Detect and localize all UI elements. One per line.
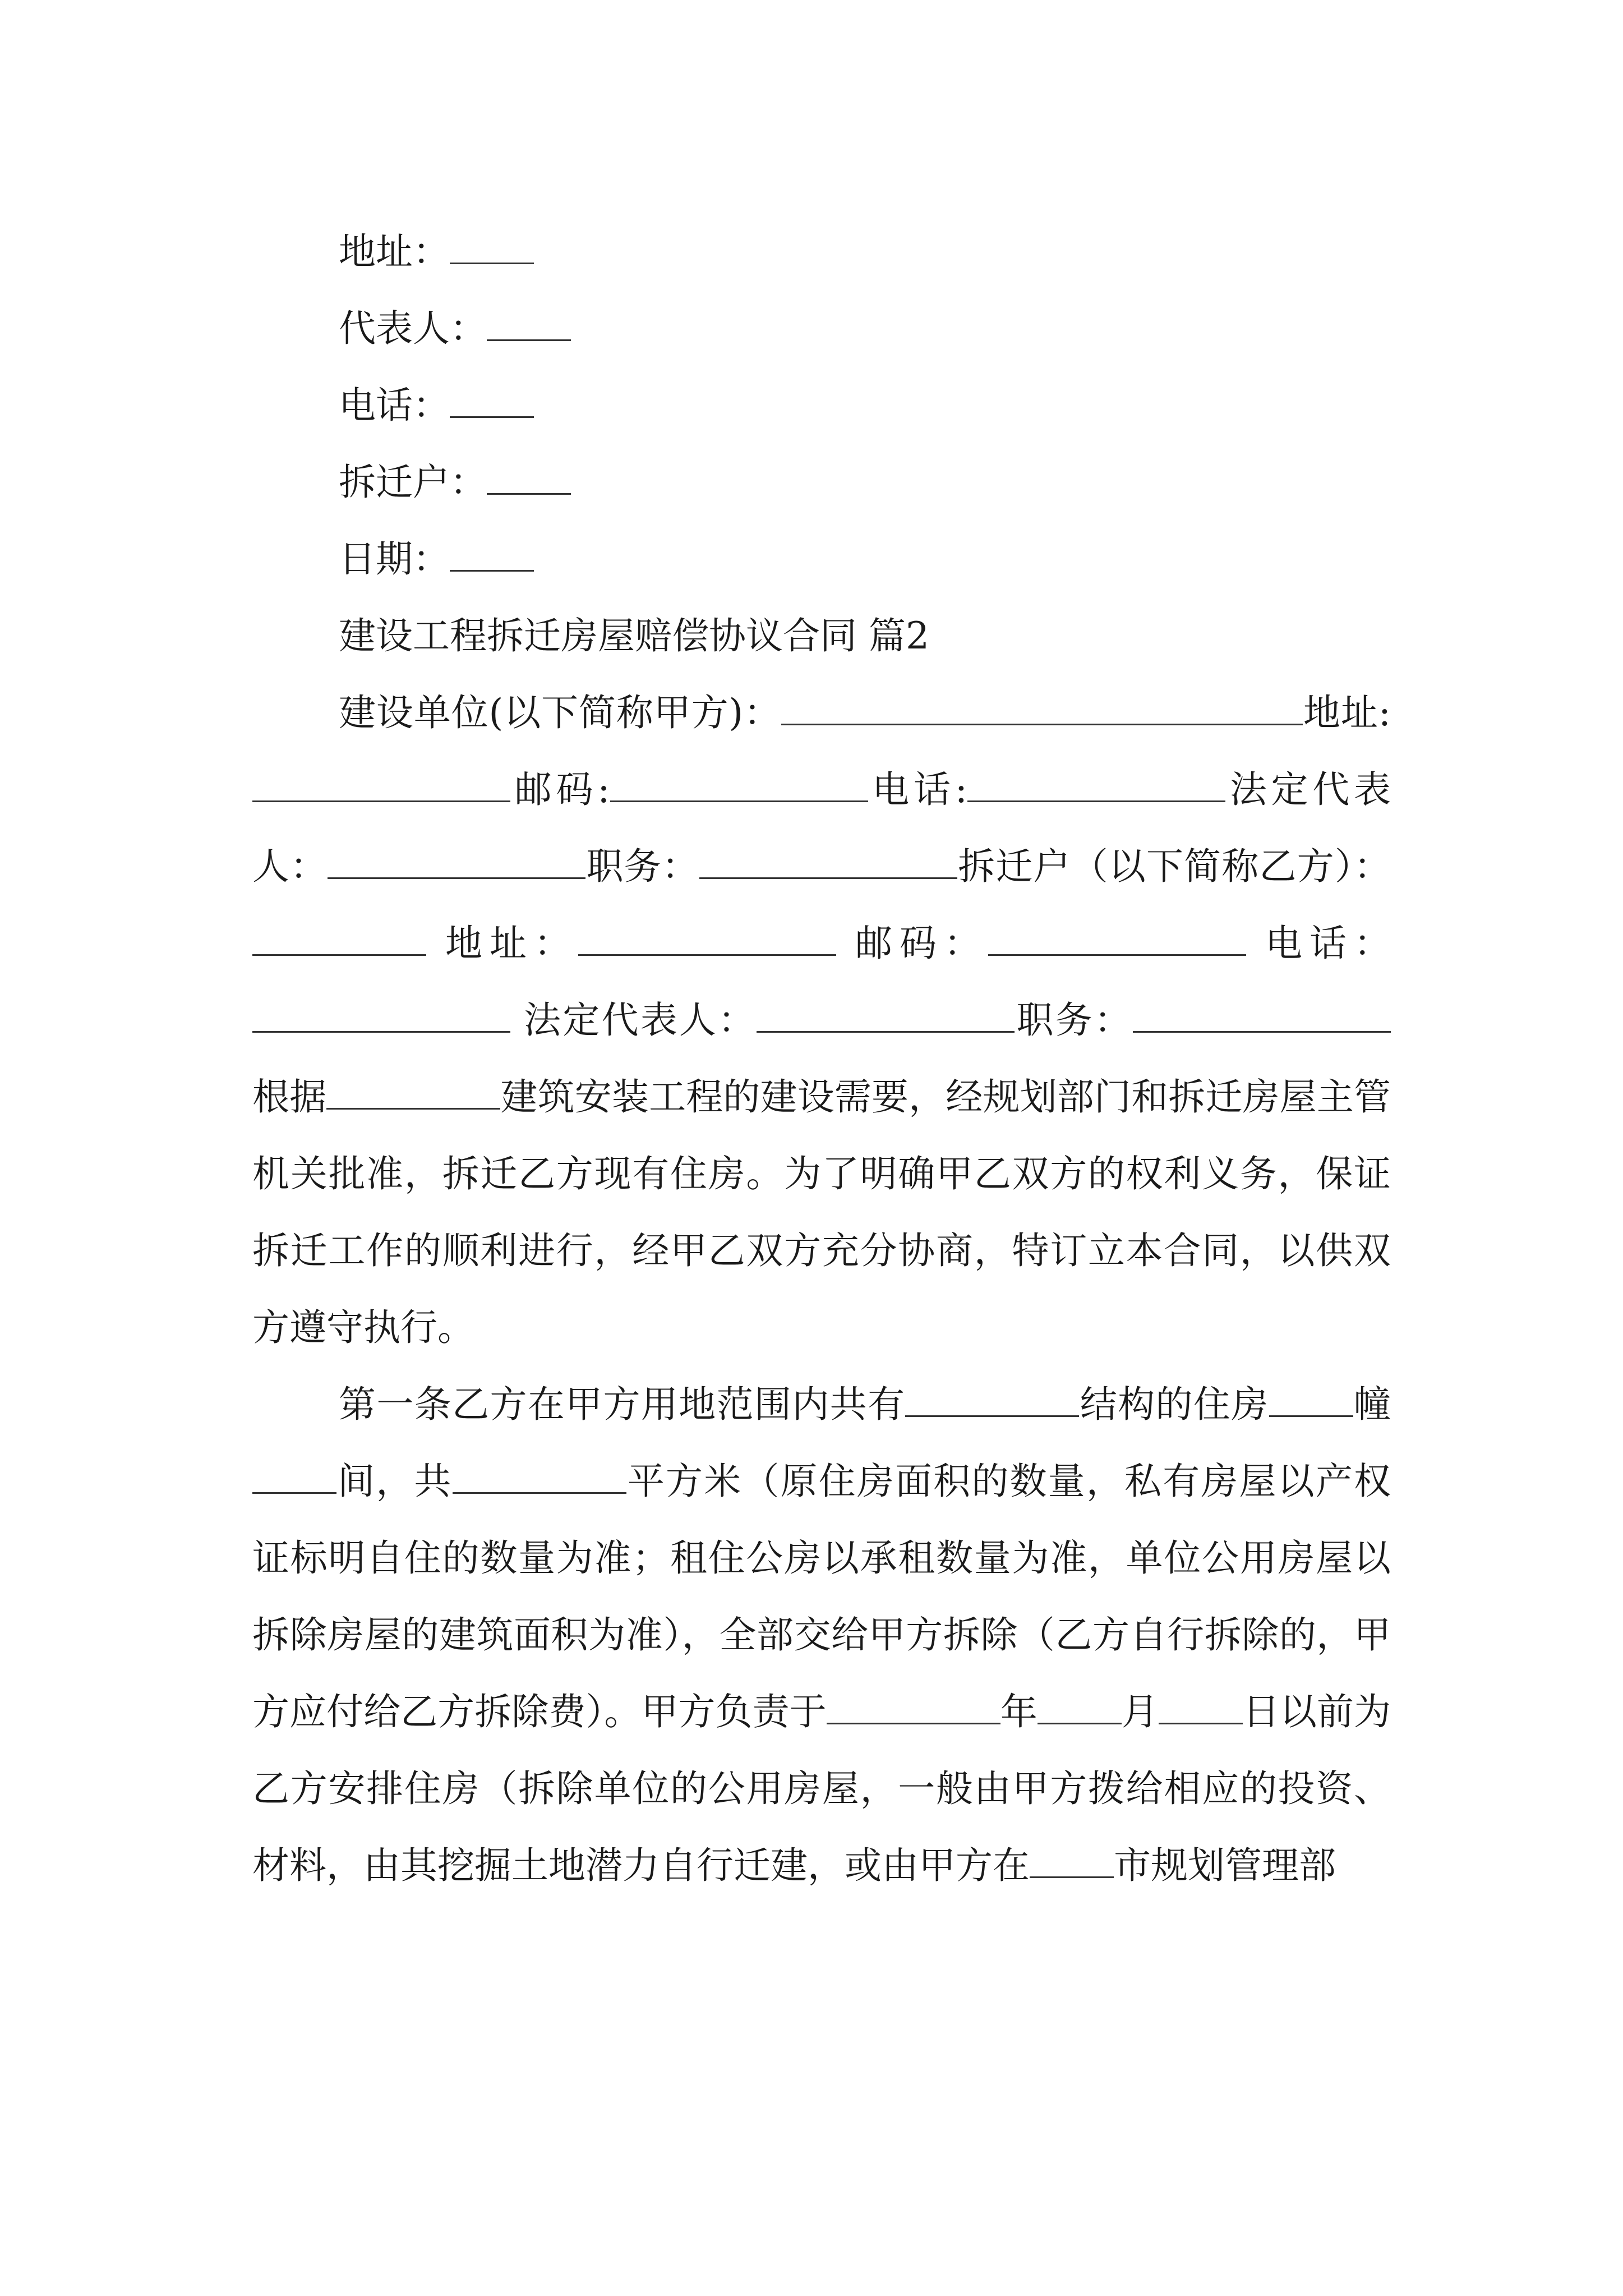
unit-blank [781,691,1303,725]
signature-relocatee-label: 拆迁户： [339,461,487,504]
legal-rep-blank [328,845,585,879]
structure-blank [905,1383,1079,1417]
phone-blank [450,384,534,418]
representative-blank [487,307,571,341]
b-phone-label: 电话： [1265,922,1391,965]
relocatee-party-label: 拆迁户（以下简称乙方）： [957,845,1391,888]
room-count-blank [252,1460,336,1494]
postcode-label: 邮码: [510,768,610,811]
b-position-blank [1133,999,1391,1033]
article-1-paragraph [252,1366,1391,1904]
position-blank [699,845,957,879]
signature-representative-label: 代表人： [339,307,487,350]
month-blank [1038,1690,1122,1724]
b-phone-blank [252,999,510,1033]
article-1-text-4: 间，共 [336,1460,453,1503]
postcode-blank [610,768,868,802]
phone-line-blank [967,768,1225,802]
project-text: 建筑安装工程的建设需要，经规划部门和拆迁房屋主管机关批准，拆迁乙方现有住房。为了明确甲乙双方的权利义务，保证拆迁工作的顺利进行，经甲乙双方充分协商，特订立本合同，以供双方遵守执行。 [252,1075,1391,1349]
signature-relocatee [252,444,1391,521]
article-1-text-1: 第一条乙方在甲方用地范围内共有 [339,1383,906,1426]
signature-date-label: 日期： [339,537,450,581]
area-blank [453,1460,626,1494]
position-label: 职务： [585,845,700,888]
section-title: 建设工程拆迁房屋赔偿协议合同 篇2 [339,614,929,657]
basis-label: 根据 [252,1075,327,1119]
article-1-text-9: 市规划管理部 [1114,1844,1336,1887]
signature-address-label: 地址： [339,230,450,273]
article-1-text-6: 年 [1000,1690,1038,1733]
b-address-label: 地址： [445,922,578,965]
article-1-text-5: 平方米（原住房面积的数量，私有房屋以产权证标明自住的数量为准；租住公房以承租数量为准，单位公用房屋以拆除房屋的建筑面积为准），全部交给甲方拆除（乙方自行拆除的，甲方应付给乙方拆除费）。甲方负责于 [252,1460,1391,1733]
party-info-paragraph [252,674,1391,1366]
signature-representative [252,290,1391,367]
address-line-blank [252,768,510,802]
legal-rep-label: 法定代表人： [252,768,1391,888]
year-blank [827,1690,1000,1724]
address-label: 地址: [1303,691,1391,734]
relocatee-party-blank [252,922,426,956]
signature-date [252,521,1391,597]
building-count-blank [1269,1383,1353,1417]
address-blank [450,230,534,264]
phone-label: 电话: [868,768,967,811]
b-postcode-blank [988,922,1246,956]
signature-address [252,213,1391,290]
date-blank [450,537,534,572]
relocatee-blank [487,461,571,495]
signature-phone [252,367,1391,444]
signature-phone-label: 电话： [339,384,450,427]
b-legal-rep-blank [757,999,1015,1033]
article-1-text-2: 结构的住房 [1079,1383,1269,1426]
article-1-text-7: 月 [1121,1690,1159,1733]
basis-blank [326,1075,500,1110]
b-postcode-label: 邮码： [855,922,988,965]
article-1-text-3: 幢 [1353,1383,1391,1426]
b-address-blank [578,922,836,956]
article-1-text-8: 日以前为乙方安排住房（拆除单位的公用房屋，一般由甲方拨给相应的投资、材料，由其挖掘土地潜力自行迁建，或由甲方在 [252,1690,1391,1887]
b-position-label: 职务： [1015,999,1133,1042]
day-blank [1159,1690,1243,1724]
unit-label: 建设单位(以下简称甲方)： [339,691,782,734]
city-blank [1030,1844,1114,1878]
document-page [252,213,1391,1904]
b-legal-rep-label: 法定代表人： [524,999,757,1042]
